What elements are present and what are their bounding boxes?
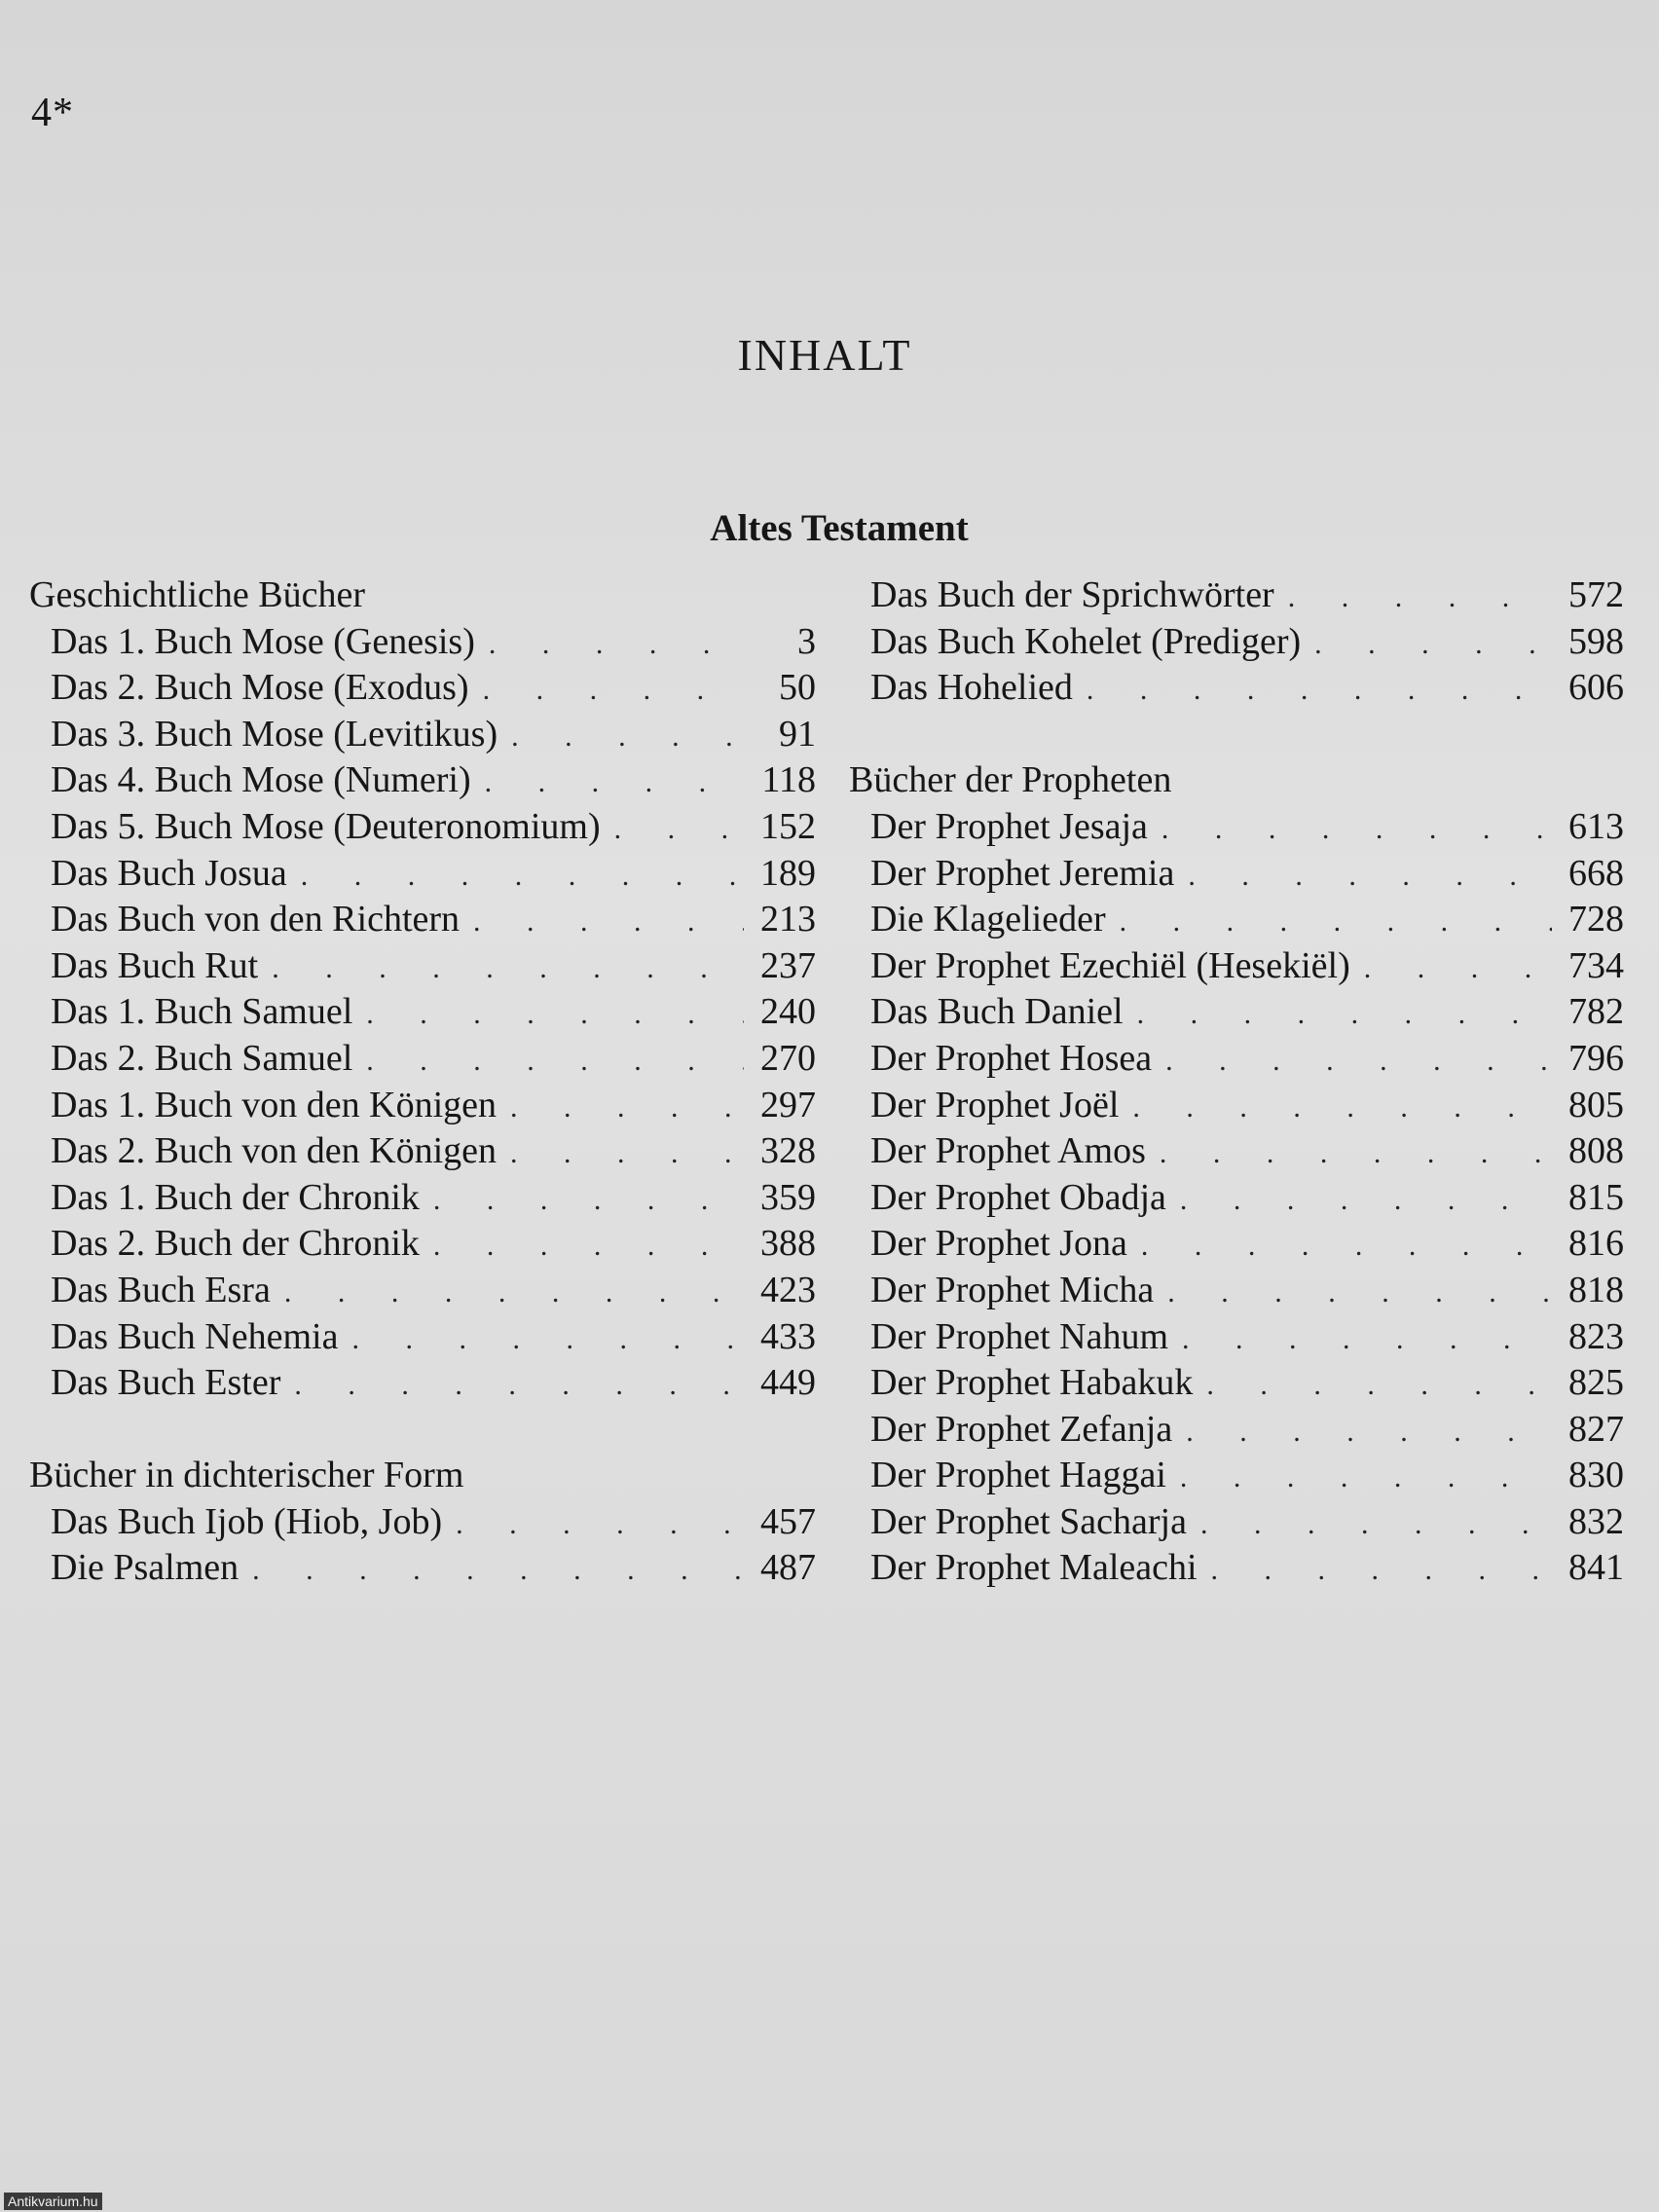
toc-entry-page: 297 (760, 1084, 816, 1125)
toc-entry (849, 1545, 1624, 1592)
dot-leader (614, 806, 744, 853)
toc-entry (849, 897, 1624, 943)
toc-entry-page: 734 (1568, 944, 1624, 986)
toc-entry-title: Der Prophet Obadja (870, 1176, 1166, 1218)
toc-entry (849, 804, 1624, 851)
toc-entry (849, 1128, 1624, 1175)
toc-entry-title: Der Prophet Micha (870, 1269, 1155, 1310)
dot-leader (272, 945, 744, 992)
dot-leader (485, 759, 744, 806)
toc-entry-title: Der Prophet Sacharja (870, 1500, 1187, 1542)
toc-entry-page: 91 (779, 713, 816, 755)
toc-entry (849, 989, 1624, 1036)
toc-entry (849, 1360, 1624, 1407)
dot-leader (301, 853, 744, 900)
toc-entry-title: Das Buch Ijob (Hiob, Job) (51, 1500, 443, 1542)
spacer (29, 1407, 816, 1454)
dot-leader (351, 1316, 744, 1363)
dot-leader (294, 1362, 744, 1409)
toc-entry-title: Das Hohelied (870, 667, 1073, 709)
toc-entry-title: Der Prophet Hosea (870, 1037, 1153, 1079)
toc-entry-page: 827 (1568, 1408, 1624, 1450)
toc-entry-page: 3 (797, 620, 816, 662)
dot-leader (1167, 1270, 1552, 1316)
dot-leader (1160, 1130, 1552, 1177)
toc-entry-title: Das 2. Buch von den Königen (51, 1130, 498, 1172)
toc-entry-page: 598 (1568, 620, 1624, 662)
toc-entry-page: 240 (760, 991, 816, 1033)
toc-entry-title: Das Buch Nehemia (51, 1315, 339, 1357)
toc-entry (29, 897, 816, 943)
toc-entry-title: Der Prophet Ezechiël (Hesekiël) (870, 944, 1350, 986)
toc-entry-page: 728 (1568, 899, 1624, 940)
toc-entry-title: Der Prophet Joël (870, 1084, 1120, 1125)
dot-leader (1314, 621, 1552, 668)
toc-entry (29, 757, 816, 804)
toc-entry (29, 1268, 816, 1314)
dot-leader (1180, 1455, 1552, 1501)
dot-leader (1161, 806, 1552, 853)
dot-leader (1206, 1362, 1552, 1409)
toc-entry (849, 1453, 1624, 1499)
toc-entry-title: Der Prophet Zefanja (870, 1408, 1173, 1450)
toc-entry-title: Das Buch Kohelet (Prediger) (870, 620, 1302, 662)
toc-entry-page: 189 (760, 852, 816, 894)
toc-entry (29, 1499, 816, 1546)
toc-entry-title: Die Klagelieder (870, 899, 1106, 940)
group-heading-historical: Geschichtliche Bücher (29, 574, 366, 615)
toc-entry-title: Das 2. Buch der Chronik (51, 1223, 420, 1265)
toc-entry (849, 665, 1624, 712)
spacer (849, 712, 1624, 758)
toc-entry (849, 1175, 1624, 1222)
dot-leader (456, 1501, 744, 1548)
toc-entry (29, 1083, 816, 1129)
dot-leader (1188, 853, 1552, 900)
entry-list-poetic (29, 1499, 816, 1592)
dot-leader (366, 1038, 744, 1085)
dot-leader (510, 1085, 744, 1131)
entry-list-historical (29, 619, 816, 1407)
section-title-text: Altes Testament (710, 507, 969, 549)
dot-leader (284, 1270, 744, 1316)
toc-entry-page: 359 (760, 1176, 816, 1218)
toc-entry (849, 1407, 1624, 1454)
dot-leader (1182, 1316, 1552, 1363)
dot-leader (1186, 1409, 1552, 1456)
toc-entry-title: Das 2. Buch Samuel (51, 1037, 353, 1079)
dot-leader (1120, 899, 1552, 945)
dot-leader (1141, 1223, 1552, 1270)
dot-leader (1087, 667, 1552, 714)
toc-entry (849, 851, 1624, 898)
toc-entry (29, 1175, 816, 1222)
toc-entry (849, 1221, 1624, 1268)
toc-entry (29, 1545, 816, 1592)
toc-entry-title: Das 2. Buch Mose (Exodus) (51, 667, 469, 709)
toc-entry-page: 823 (1568, 1315, 1624, 1357)
toc-entry-page: 815 (1568, 1176, 1624, 1218)
dot-leader (433, 1223, 744, 1270)
toc-entry-title: Der Prophet Nahum (870, 1315, 1169, 1357)
dot-leader (252, 1547, 744, 1594)
dot-leader (1180, 1177, 1552, 1224)
toc-entry-page: 50 (779, 667, 816, 709)
toc-entry-page: 237 (760, 944, 816, 986)
toc-entry-page: 270 (760, 1037, 816, 1079)
toc-entry-title: Das Buch Daniel (870, 991, 1124, 1033)
toc-entry (849, 619, 1624, 666)
toc-entry-title: Der Prophet Amos (870, 1130, 1146, 1172)
toc-entry-title: Der Prophet Habakuk (870, 1362, 1194, 1404)
watermark: Antikvarium.hu (4, 2193, 102, 2210)
toc-entry-title: Das Buch Ester (51, 1362, 281, 1404)
section-title (0, 506, 1659, 550)
group-heading-prophets: Bücher der Propheten (849, 759, 1172, 801)
toc-entry-page: 328 (760, 1130, 816, 1172)
toc-entry-page: 213 (760, 899, 816, 940)
toc-entry-title: Das Buch von den Richtern (51, 899, 461, 940)
toc-entry-title: Das Buch der Sprichwörter (870, 574, 1274, 615)
toc-entry-page: 841 (1568, 1547, 1624, 1589)
dot-leader (1200, 1501, 1552, 1548)
toc-entry (29, 1360, 816, 1407)
toc-entry (29, 943, 816, 990)
group-heading-poetic: Bücher in dichterischer Form (29, 1455, 464, 1496)
dot-leader (433, 1177, 744, 1224)
dot-leader (1288, 574, 1552, 621)
toc-entry-title: Das Buch Josua (51, 852, 287, 894)
toc-entry (29, 1128, 816, 1175)
toc-entry-title: Das 1. Buch Samuel (51, 991, 353, 1033)
entry-list-prophets (849, 804, 1624, 1592)
toc-entry-page: 832 (1568, 1500, 1624, 1542)
toc-entry-page: 388 (760, 1223, 816, 1265)
toc-entry-title: Der Prophet Maleachi (870, 1547, 1198, 1589)
toc-entry-page: 457 (760, 1500, 816, 1542)
toc-entry-page: 818 (1568, 1269, 1624, 1310)
toc-entry-title: Der Prophet Jona (870, 1223, 1127, 1265)
toc-entry-page: 433 (760, 1315, 816, 1357)
dot-leader (1165, 1038, 1552, 1085)
toc-entry-page: 449 (760, 1362, 816, 1404)
toc-entry (849, 943, 1624, 990)
left-column (29, 572, 816, 1592)
dot-leader (366, 991, 744, 1038)
toc-entry (29, 619, 816, 666)
toc-entry-title: Das 1. Buch der Chronik (51, 1176, 420, 1218)
toc-entry (29, 665, 816, 712)
dot-leader (489, 621, 744, 668)
dot-leader (511, 714, 744, 760)
toc-entry-title: Das 1. Buch Mose (Genesis) (51, 620, 475, 662)
toc-entry (849, 1499, 1624, 1546)
toc-entry-page: 668 (1568, 852, 1624, 894)
toc-entry-page: 487 (760, 1547, 816, 1589)
toc-entry-title: Der Prophet Haggai (870, 1455, 1166, 1496)
toc-entry-page: 805 (1568, 1084, 1624, 1125)
toc-entry-title: Das 5. Buch Mose (Deuteronomium) (51, 805, 601, 847)
page-title (0, 329, 1659, 381)
toc-entry-page: 825 (1568, 1362, 1624, 1404)
toc-entry (29, 1314, 816, 1361)
toc-entry-title: Das Buch Esra (51, 1269, 271, 1310)
right-column (849, 572, 1624, 1592)
toc-entry (29, 712, 816, 758)
toc-entry (29, 1036, 816, 1083)
toc-entry-page: 606 (1568, 667, 1624, 709)
dot-leader (1211, 1547, 1552, 1594)
dot-leader (1132, 1085, 1552, 1131)
toc-entry (849, 1083, 1624, 1129)
toc-entry-page: 830 (1568, 1455, 1624, 1496)
toc-entry (29, 804, 816, 851)
toc-entry (29, 851, 816, 898)
toc-entry-title: Der Prophet Jesaja (870, 805, 1148, 847)
toc-entry (849, 572, 1624, 619)
toc-entry-title: Das 4. Buch Mose (Numeri) (51, 759, 471, 801)
toc-entry-page: 796 (1568, 1037, 1624, 1079)
dot-leader (510, 1130, 744, 1177)
dot-leader (1137, 991, 1552, 1038)
toc-entry-page: 118 (761, 759, 816, 801)
toc-entry-page: 808 (1568, 1130, 1624, 1172)
toc-entry-page: 572 (1568, 574, 1624, 615)
toc-entry (29, 1221, 816, 1268)
toc-entry-page: 816 (1568, 1223, 1624, 1265)
toc-entry-page: 613 (1568, 805, 1624, 847)
toc-entry (29, 989, 816, 1036)
toc-entry (849, 1268, 1624, 1314)
toc-entry-title: Das Buch Rut (51, 944, 259, 986)
toc-entry-title: Der Prophet Jeremia (870, 852, 1175, 894)
toc-entry-title: Die Psalmen (51, 1547, 240, 1589)
toc-entry-title: Das 1. Buch von den Königen (51, 1084, 498, 1125)
page-title-text: INHALT (737, 330, 912, 380)
toc-entry-page: 423 (760, 1269, 816, 1310)
toc-entry-title: Das 3. Buch Mose (Levitikus) (51, 713, 498, 755)
toc-entry-page: 152 (760, 805, 816, 847)
toc-entry (849, 1314, 1624, 1361)
page-number: 4* (31, 91, 74, 135)
toc-entry-page: 782 (1568, 991, 1624, 1033)
dot-leader (1364, 945, 1552, 992)
entry-list-wisdom (849, 572, 1624, 712)
dot-leader (483, 667, 744, 714)
dot-leader (473, 899, 744, 945)
toc-entry (849, 1036, 1624, 1083)
